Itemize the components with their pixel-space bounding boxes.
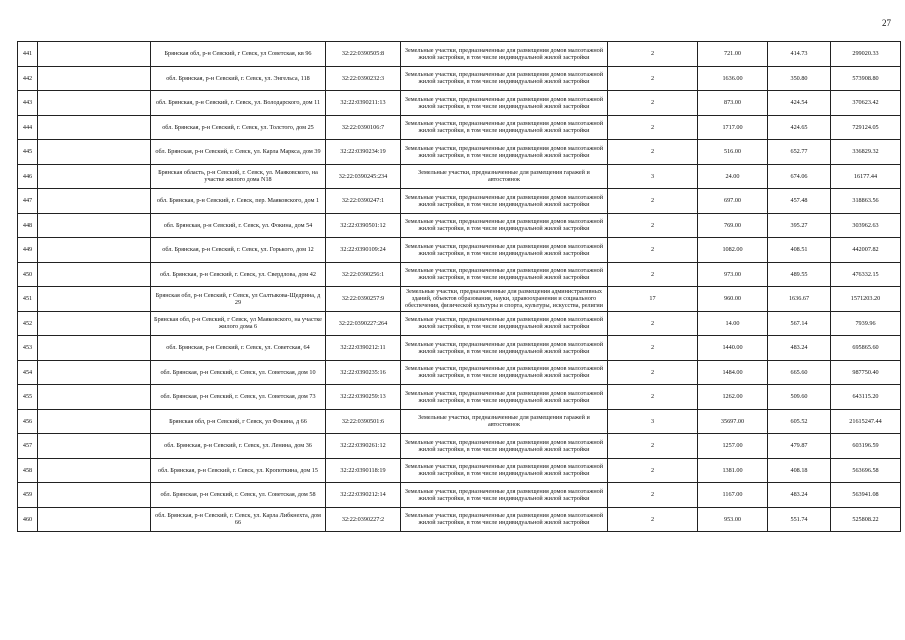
cadastral-value-cell: 563941.08	[831, 483, 901, 508]
cadastral-number-cell: 32:22:0390501:6	[326, 409, 401, 434]
address-cell: обл. Брянская, р-н Севский, г. Севск, ул. Советская, дом 58	[151, 483, 326, 508]
land-use-cell: Земельные участки, предназначенные для размещения домов малоэтажной жилой застройки, в том числе индивидуальной жилой застройки	[401, 434, 608, 459]
row-number-cell: 450	[18, 262, 38, 287]
land-use-cell: Земельные участки, предназначенные для размещения домов малоэтажной жилой застройки, в том числе индивидуальной жилой застройки	[401, 360, 608, 385]
area-cell: 1167.00	[698, 483, 768, 508]
land-use-cell: Земельные участки, предназначенные для размещения домов малоэтажной жилой застройки, в том числе индивидуальной жилой застройки	[401, 336, 608, 361]
table-row	[18, 360, 901, 385]
group-code-cell: 2	[608, 385, 698, 410]
row-number-cell: 460	[18, 507, 38, 532]
empty-cell	[38, 189, 151, 214]
land-use-cell: Земельные участки, предназначенные для размещения домов малоэтажной жилой застройки, в том числе индивидуальной жилой застройки	[401, 311, 608, 336]
area-cell: 960.00	[698, 287, 768, 312]
table-row	[18, 164, 901, 189]
area-cell: 24.00	[698, 164, 768, 189]
address-cell: обл. Брянская, р-н Севский, г. Севск, ул. Карла Либкнехта, дом 66	[151, 507, 326, 532]
cadastral-number-cell: 32:22:0390501:12	[326, 213, 401, 238]
empty-cell	[38, 66, 151, 91]
land-registry-table	[17, 41, 901, 532]
row-number-cell: 449	[18, 238, 38, 263]
address-cell: обл. Брянская, р-н Севский, г. Севск, ул. Фокина, дом 54	[151, 213, 326, 238]
empty-cell	[38, 213, 151, 238]
registry-table-wrapper	[17, 41, 901, 532]
area-cell: 1082.00	[698, 238, 768, 263]
land-use-cell: Земельные участки, предназначенные для размещения гаражей и автостоянок	[401, 164, 608, 189]
specific-value-cell: 674.06	[768, 164, 831, 189]
group-code-cell: 2	[608, 115, 698, 140]
address-cell: обл. Брянская, р-н Севский, г. Севск, ул. Советская, дом 73	[151, 385, 326, 410]
land-use-cell: Земельные участки, предназначенные для размещения домов малоэтажной жилой застройки, в том числе индивидуальной жилой застройки	[401, 140, 608, 165]
empty-cell	[38, 262, 151, 287]
cadastral-value-cell: 525808.22	[831, 507, 901, 532]
cadastral-number-cell: 32:22:0390245:234	[326, 164, 401, 189]
table-row	[18, 42, 901, 67]
cadastral-value-cell: 1571203.20	[831, 287, 901, 312]
empty-cell	[38, 483, 151, 508]
land-use-cell: Земельные участки, предназначенные для размещения домов малоэтажной жилой застройки, в том числе индивидуальной жилой застройки	[401, 507, 608, 532]
group-code-cell: 2	[608, 336, 698, 361]
cadastral-value-cell: 695865.60	[831, 336, 901, 361]
group-code-cell: 3	[608, 409, 698, 434]
specific-value-cell: 605.52	[768, 409, 831, 434]
table-row	[18, 336, 901, 361]
table-row	[18, 140, 901, 165]
cadastral-value-cell: 370623.42	[831, 91, 901, 116]
specific-value-cell: 414.73	[768, 42, 831, 67]
land-use-cell: Земельные участки, предназначенные для размещения гаражей и автостоянок	[401, 409, 608, 434]
table-row	[18, 434, 901, 459]
area-cell: 1440.00	[698, 336, 768, 361]
area-cell: 873.00	[698, 91, 768, 116]
cadastral-value-cell: 987750.40	[831, 360, 901, 385]
cadastral-number-cell: 32:22:0390212:11	[326, 336, 401, 361]
specific-value-cell: 457.48	[768, 189, 831, 214]
land-use-cell: Земельные участки, предназначенные для размещения домов малоэтажной жилой застройки, в том числе индивидуальной жилой застройки	[401, 91, 608, 116]
group-code-cell: 2	[608, 238, 698, 263]
empty-cell	[38, 238, 151, 263]
area-cell: 953.00	[698, 507, 768, 532]
cadastral-value-cell: 573908.80	[831, 66, 901, 91]
group-code-cell: 3	[608, 164, 698, 189]
row-number-cell: 445	[18, 140, 38, 165]
empty-cell	[38, 42, 151, 67]
address-cell: обл. Брянская, р-н Севский, г. Севск, ул. Свердлова, дом 42	[151, 262, 326, 287]
land-use-cell: Земельные участки, предназначенные для размещения административных зданий, объектов образования, науки, здравоохранения и социального обеспечения, физической культуры и спорта, культуры, искусства, религии	[401, 287, 608, 312]
table-row	[18, 238, 901, 263]
group-code-cell: 2	[608, 483, 698, 508]
table-row	[18, 213, 901, 238]
empty-cell	[38, 385, 151, 410]
table-row	[18, 311, 901, 336]
group-code-cell: 2	[608, 91, 698, 116]
specific-value-cell: 489.55	[768, 262, 831, 287]
specific-value-cell: 665.60	[768, 360, 831, 385]
empty-cell	[38, 140, 151, 165]
area-cell: 697.00	[698, 189, 768, 214]
row-number-cell: 458	[18, 458, 38, 483]
row-number-cell: 442	[18, 66, 38, 91]
row-number-cell: 457	[18, 434, 38, 459]
specific-value-cell: 479.87	[768, 434, 831, 459]
cadastral-number-cell: 32:22:0390256:1	[326, 262, 401, 287]
group-code-cell: 2	[608, 507, 698, 532]
row-number-cell: 456	[18, 409, 38, 434]
empty-cell	[38, 336, 151, 361]
cadastral-value-cell: 729124.05	[831, 115, 901, 140]
cadastral-value-cell: 299020.33	[831, 42, 901, 67]
empty-cell	[38, 458, 151, 483]
empty-cell	[38, 91, 151, 116]
cadastral-number-cell: 32:22:0390257:9	[326, 287, 401, 312]
page-number: 27	[882, 18, 891, 28]
cadastral-number-cell: 32:22:0390109:24	[326, 238, 401, 263]
table-row	[18, 115, 901, 140]
area-cell: 1717.00	[698, 115, 768, 140]
cadastral-value-cell: 476332.15	[831, 262, 901, 287]
land-use-cell: Земельные участки, предназначенные для размещения домов малоэтажной жилой застройки, в том числе индивидуальной жилой застройки	[401, 213, 608, 238]
land-use-cell: Земельные участки, предназначенные для размещения домов малоэтажной жилой застройки, в том числе индивидуальной жилой застройки	[401, 42, 608, 67]
row-number-cell: 447	[18, 189, 38, 214]
group-code-cell: 2	[608, 311, 698, 336]
cadastral-number-cell: 32:22:0390247:1	[326, 189, 401, 214]
group-code-cell: 2	[608, 360, 698, 385]
area-cell: 1257.00	[698, 434, 768, 459]
row-number-cell: 443	[18, 91, 38, 116]
land-use-cell: Земельные участки, предназначенные для размещения домов малоэтажной жилой застройки, в том числе индивидуальной жилой застройки	[401, 189, 608, 214]
area-cell: 769.00	[698, 213, 768, 238]
land-use-cell: Земельные участки, предназначенные для размещения домов малоэтажной жилой застройки, в том числе индивидуальной жилой застройки	[401, 458, 608, 483]
cadastral-value-cell: 16177.44	[831, 164, 901, 189]
table-body	[18, 42, 901, 532]
address-cell: обл. Брянская, р-н Севский, г. Севск, пер. Маяковского, дом 1	[151, 189, 326, 214]
area-cell: 1636.00	[698, 66, 768, 91]
cadastral-number-cell: 32:22:0390227:2	[326, 507, 401, 532]
specific-value-cell: 551.74	[768, 507, 831, 532]
area-cell: 1484.00	[698, 360, 768, 385]
table-row	[18, 458, 901, 483]
specific-value-cell: 567.14	[768, 311, 831, 336]
area-cell: 1262.00	[698, 385, 768, 410]
table-row	[18, 385, 901, 410]
specific-value-cell: 509.60	[768, 385, 831, 410]
cadastral-number-cell: 32:22:0390261:12	[326, 434, 401, 459]
address-cell: Брянская обл, р-н Севский, г Севск, ул Фокина, д 66	[151, 409, 326, 434]
cadastral-number-cell: 32:22:0390106:7	[326, 115, 401, 140]
row-number-cell: 448	[18, 213, 38, 238]
specific-value-cell: 652.77	[768, 140, 831, 165]
specific-value-cell: 483.24	[768, 483, 831, 508]
row-number-cell: 444	[18, 115, 38, 140]
cadastral-number-cell: 32:22:0390232:3	[326, 66, 401, 91]
area-cell: 1381.00	[698, 458, 768, 483]
land-use-cell: Земельные участки, предназначенные для размещения домов малоэтажной жилой застройки, в том числе индивидуальной жилой застройки	[401, 238, 608, 263]
land-use-cell: Земельные участки, предназначенные для размещения домов малоэтажной жилой застройки, в том числе индивидуальной жилой застройки	[401, 385, 608, 410]
table-row	[18, 507, 901, 532]
specific-value-cell: 483.24	[768, 336, 831, 361]
address-cell: обл. Брянская, р-н Севский, г. Севск, ул. Советская, дом 10	[151, 360, 326, 385]
address-cell: Брянская обл, р-н Севский, г Севск, ул Маяковского, на участке жилого дома 6	[151, 311, 326, 336]
address-cell: обл. Брянская, р-н Севский, г. Севск, ул. Ленина, дом 36	[151, 434, 326, 459]
area-cell: 35697.00	[698, 409, 768, 434]
land-use-cell: Земельные участки, предназначенные для размещения домов малоэтажной жилой застройки, в том числе индивидуальной жилой застройки	[401, 262, 608, 287]
row-number-cell: 446	[18, 164, 38, 189]
address-cell: обл. Брянская, р-н Севский, г. Севск, ул. Володарского, дом 11	[151, 91, 326, 116]
row-number-cell: 455	[18, 385, 38, 410]
group-code-cell: 2	[608, 434, 698, 459]
row-number-cell: 451	[18, 287, 38, 312]
area-cell: 516.00	[698, 140, 768, 165]
empty-cell	[38, 434, 151, 459]
empty-cell	[38, 507, 151, 532]
cadastral-number-cell: 32:22:0390212:14	[326, 483, 401, 508]
cadastral-value-cell: 318863.56	[831, 189, 901, 214]
address-cell: обл. Брянская, р-н Севский, г. Севск, ул. Карла Маркса, дом 39	[151, 140, 326, 165]
land-use-cell: Земельные участки, предназначенные для размещения домов малоэтажной жилой застройки, в том числе индивидуальной жилой застройки	[401, 66, 608, 91]
specific-value-cell: 408.51	[768, 238, 831, 263]
address-cell: обл. Брянская, р-н Севский, г. Севск, ул. Энгельса, 118	[151, 66, 326, 91]
address-cell: Брянская обл, р-н Севский, г Севск, ул Салтыкова-Щедрина, д 29	[151, 287, 326, 312]
row-number-cell: 453	[18, 336, 38, 361]
cadastral-value-cell: 563696.58	[831, 458, 901, 483]
land-use-cell: Земельные участки, предназначенные для размещения домов малоэтажной жилой застройки, в том числе индивидуальной жилой застройки	[401, 115, 608, 140]
address-cell: обл. Брянская, р-н Севский, г. Севск, ул. Горького, дом 12	[151, 238, 326, 263]
specific-value-cell: 424.65	[768, 115, 831, 140]
specific-value-cell: 350.80	[768, 66, 831, 91]
row-number-cell: 459	[18, 483, 38, 508]
address-cell: обл. Брянская, р-н Севский, г. Севск, ул. Толстого, дом 25	[151, 115, 326, 140]
table-row	[18, 262, 901, 287]
table-row	[18, 66, 901, 91]
cadastral-number-cell: 32:22:0390118:19	[326, 458, 401, 483]
cadastral-number-cell: 32:22:0390259:13	[326, 385, 401, 410]
cadastral-value-cell: 336829.32	[831, 140, 901, 165]
area-cell: 721.00	[698, 42, 768, 67]
address-cell: Брянская область, р-н Севский, г. Севск, ул. Маяковского, на участке жилого дома N18	[151, 164, 326, 189]
specific-value-cell: 1636.67	[768, 287, 831, 312]
cadastral-number-cell: 32:22:0390505:8	[326, 42, 401, 67]
table-row	[18, 409, 901, 434]
group-code-cell: 2	[608, 458, 698, 483]
table-row	[18, 287, 901, 312]
cadastral-value-cell: 442007.82	[831, 238, 901, 263]
empty-cell	[38, 115, 151, 140]
group-code-cell: 2	[608, 189, 698, 214]
table-row	[18, 189, 901, 214]
group-code-cell: 2	[608, 262, 698, 287]
cadastral-value-cell: 643115.20	[831, 385, 901, 410]
group-code-cell: 17	[608, 287, 698, 312]
empty-cell	[38, 409, 151, 434]
group-code-cell: 2	[608, 213, 698, 238]
address-cell: обл. Брянская, р-н Севский, г. Севск, ул. Кропоткина, дом 15	[151, 458, 326, 483]
row-number-cell: 441	[18, 42, 38, 67]
row-number-cell: 454	[18, 360, 38, 385]
table-row	[18, 483, 901, 508]
row-number-cell: 452	[18, 311, 38, 336]
empty-cell	[38, 287, 151, 312]
cadastral-value-cell: 603196.59	[831, 434, 901, 459]
group-code-cell: 2	[608, 42, 698, 67]
group-code-cell: 2	[608, 66, 698, 91]
cadastral-value-cell: 303962.63	[831, 213, 901, 238]
specific-value-cell: 395.27	[768, 213, 831, 238]
address-cell: Брянская обл, р-н Севский, г Севск, ул Советская, кв 96	[151, 42, 326, 67]
cadastral-value-cell: 7939.96	[831, 311, 901, 336]
empty-cell	[38, 164, 151, 189]
address-cell: обл. Брянская, р-н Севский, г. Севск, ул. Советская, 64	[151, 336, 326, 361]
area-cell: 973.00	[698, 262, 768, 287]
area-cell: 14.00	[698, 311, 768, 336]
empty-cell	[38, 360, 151, 385]
empty-cell	[38, 311, 151, 336]
group-code-cell: 2	[608, 140, 698, 165]
cadastral-number-cell: 32:22:0390235:16	[326, 360, 401, 385]
land-use-cell: Земельные участки, предназначенные для размещения домов малоэтажной жилой застройки, в том числе индивидуальной жилой застройки	[401, 483, 608, 508]
cadastral-value-cell: 21615247.44	[831, 409, 901, 434]
cadastral-number-cell: 32:22:0390234:19	[326, 140, 401, 165]
cadastral-number-cell: 32:22:0390211:13	[326, 91, 401, 116]
specific-value-cell: 408.18	[768, 458, 831, 483]
table-row	[18, 91, 901, 116]
specific-value-cell: 424.54	[768, 91, 831, 116]
cadastral-number-cell: 32:22:0390227:264	[326, 311, 401, 336]
